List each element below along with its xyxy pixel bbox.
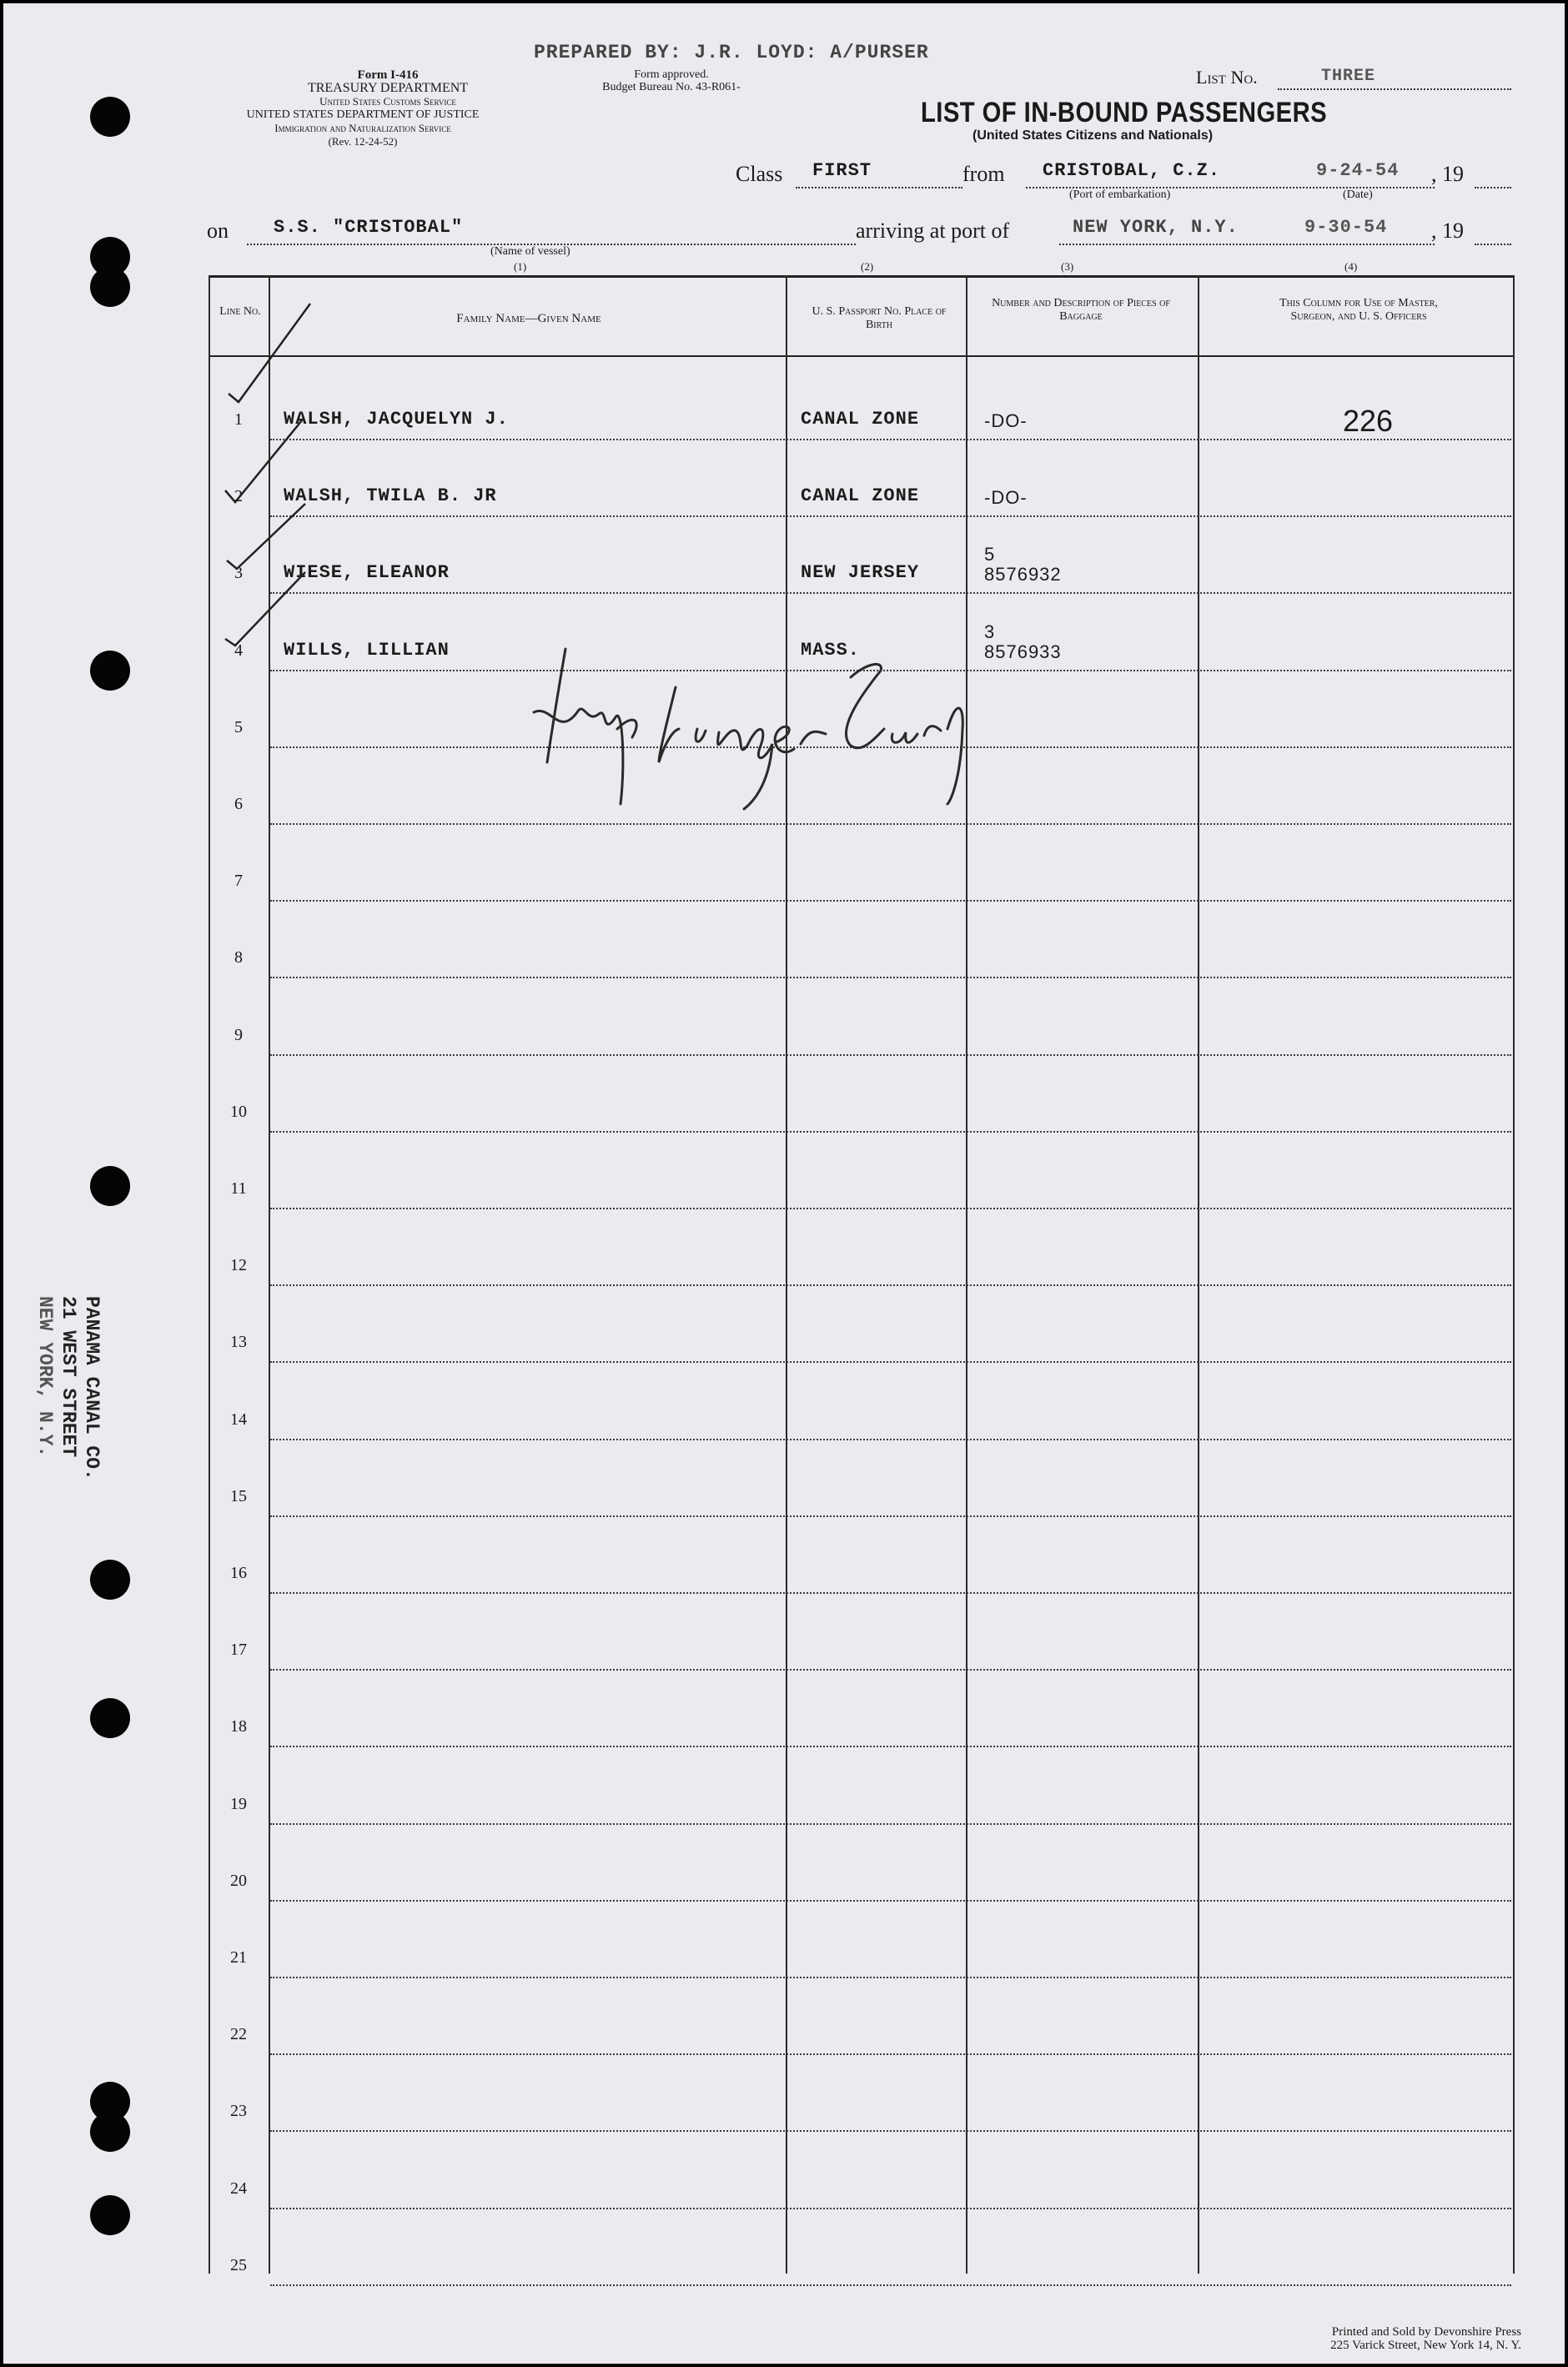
table-row-line-no: 3 [234, 564, 243, 583]
row-rule [270, 1054, 1511, 1056]
from-field [1026, 160, 1435, 188]
table-left-border [209, 275, 210, 2274]
check-marks [219, 295, 369, 662]
header-officers: This Column for Use of Master, Surgeon, and U. S. Officers [1279, 297, 1438, 323]
row-rule [270, 1669, 1511, 1671]
table-row-baggage: -DO- [984, 487, 1028, 509]
approval-block [575, 68, 767, 93]
printer-line-1: Printed and Sold by Devonshire Press [1331, 2325, 1521, 2339]
revision-date: (Rev. 12-24-52) [328, 135, 398, 148]
table-row-line-no: 23 [230, 2102, 247, 2121]
table-row-line-no: 18 [230, 1717, 247, 1736]
year-suffix-2: , 19 [1431, 219, 1464, 243]
ins-service: Immigration and Naturalization Service [274, 122, 451, 134]
row-rule [270, 1439, 1511, 1440]
punch-hole [90, 267, 130, 307]
printer-credit [1204, 2325, 1521, 2352]
table-row-name: WILLS, LILLIAN [284, 639, 450, 661]
row-rule [270, 2130, 1511, 2132]
table-row-line-no: 25 [230, 2255, 247, 2274]
date-caption: (Date) [1343, 188, 1373, 201]
row-rule [270, 592, 1511, 594]
table-row-line-no: 9 [234, 1025, 243, 1044]
row-rule [270, 823, 1511, 825]
table-row-line-no: 16 [230, 1564, 247, 1582]
punch-hole [90, 97, 130, 137]
form-subtitle: (United States Citizens and Nationals) [972, 128, 1214, 143]
col-marker-3: (3) [1061, 260, 1074, 273]
col-divider-baggage [966, 275, 967, 2274]
punch-hole [90, 2195, 130, 2235]
table-row-line-no: 13 [230, 1333, 247, 1352]
prepared-by: PREPARED BY: J.R. LOYD: A/PURSER [534, 42, 929, 63]
arrival-date-value: 9-30-54 [1304, 217, 1388, 238]
table-row-line-no: 19 [230, 1794, 247, 1813]
table-row-line-no: 5 [234, 717, 243, 736]
class-value: FIRST [812, 160, 872, 181]
table-row-line-no: 8 [234, 948, 243, 967]
vessel-value: S.S. "CRISTOBAL" [274, 217, 464, 238]
table-row-birthplace: MASS. [801, 639, 861, 661]
table-row-line-no: 21 [230, 1948, 247, 1967]
table-header-border [209, 355, 1515, 357]
table-row-line-no: 17 [230, 1641, 247, 1660]
checkmark-icon [225, 420, 302, 502]
vessel-caption: (Name of vessel) [490, 245, 570, 258]
row-rule [270, 1284, 1511, 1286]
table-row-birthplace: NEW JERSEY [801, 562, 920, 584]
row-rule [270, 1746, 1511, 1747]
table-row-birthplace: CANAL ZONE [801, 409, 920, 430]
col-divider-passport [786, 275, 787, 2274]
form-number: Form I-416 [357, 68, 419, 82]
table-row-baggage: 8576933 [984, 641, 1062, 662]
port-embark-caption: (Port of embarkation) [1069, 188, 1171, 201]
printer-line-2: 225 Varick Street, New York 14, N. Y. [1330, 2339, 1521, 2352]
table-row-line-no: 6 [234, 795, 243, 813]
table-top-border [209, 275, 1515, 278]
table-row-line-no: 15 [230, 1486, 247, 1505]
checkmark-icon [225, 572, 305, 646]
row-rule [270, 439, 1511, 440]
row-rule [270, 1208, 1511, 1209]
table-row-line-no: 12 [230, 1256, 247, 1275]
on-label: on [207, 219, 229, 243]
table-row-officer-note: 226 [1343, 404, 1394, 438]
row-rule [270, 1131, 1511, 1133]
table-row-name: WALSH, TWILA B. JR [284, 485, 497, 507]
treasury-dept: TREASURY DEPARTMENT [307, 81, 469, 95]
justice-dept: UNITED STATES DEPARTMENT OF JUSTICE [246, 108, 480, 121]
punch-hole [90, 1560, 130, 1600]
arrival-field [1059, 217, 1435, 245]
table-row-baggage: 8576932 [984, 564, 1062, 585]
table-row-line-no: 4 [234, 641, 243, 660]
col-marker-1: (1) [514, 260, 527, 273]
table-row-name: WIESE, ELEANOR [284, 562, 450, 584]
row-rule [270, 1977, 1511, 1978]
checkmark-icon [229, 304, 310, 402]
table-row-line-no: 11 [230, 1179, 247, 1198]
row-rule [270, 1361, 1511, 1363]
row-rule [270, 2053, 1511, 2055]
year-suffix-1: , 19 [1431, 162, 1464, 186]
table-row-birthplace: CANAL ZONE [801, 485, 920, 507]
row-rule [270, 2284, 1511, 2286]
table-row-line-no: 14 [230, 1410, 247, 1429]
header-line-no: Line No. [219, 305, 261, 318]
col-marker-4: (4) [1344, 260, 1358, 273]
class-field [796, 160, 962, 188]
punch-hole [90, 1698, 130, 1738]
row-rule [270, 2208, 1511, 2209]
stamp-line-2: 21 WEST STREET [58, 1296, 79, 1458]
col-divider-officers [1198, 275, 1199, 2274]
table-row-line-no: 20 [230, 1871, 247, 1890]
table-row-name: WALSH, JACQUELYN J. [284, 409, 509, 430]
arrival-port-value: NEW YORK, N.Y. [1073, 217, 1239, 238]
from-port-value: CRISTOBAL, C.Z. [1043, 160, 1221, 181]
row-rule [270, 1900, 1511, 1902]
document-page [3, 3, 1565, 2364]
inspector-signature [500, 637, 984, 821]
punch-hole [90, 1166, 130, 1206]
form-title: LIST OF IN-BOUND PASSENGERS [921, 97, 1328, 128]
header-passport: U. S. Passport No. Place of Birth [812, 305, 947, 331]
class-label: Class [736, 162, 783, 186]
table-row-baggage: -DO- [984, 410, 1028, 431]
row-rule [270, 515, 1511, 517]
list-no-label: List No. [1196, 67, 1258, 88]
stamp-line-1: PANAMA CANAL CO. [81, 1296, 103, 1480]
table-right-border [1513, 275, 1515, 2274]
table-row-line-no: 24 [230, 2179, 247, 2198]
year-field-1 [1475, 165, 1511, 188]
table-row-line-no: 10 [230, 1102, 247, 1121]
vessel-field [247, 217, 856, 245]
company-stamp [28, 1296, 103, 1546]
checkmark-icon [227, 504, 305, 569]
row-rule [270, 1515, 1511, 1517]
from-label: from [962, 162, 1005, 186]
stamp-line-3: NEW YORK, N.Y. [34, 1296, 56, 1458]
list-no-field [1278, 68, 1511, 90]
table-row-baggage-count: 3 [984, 621, 996, 642]
punch-hole [90, 651, 130, 691]
row-rule [270, 1823, 1511, 1825]
year-field-2 [1475, 222, 1511, 245]
table-row-line-no: 1 [234, 410, 243, 429]
agency-block [192, 68, 534, 148]
budget-bureau: Budget Bureau No. 43-R061- [602, 81, 741, 93]
customs-service: United States Customs Service [319, 95, 456, 108]
list-no-value: THREE [1321, 67, 1376, 86]
punch-hole [90, 2112, 130, 2152]
arriving-label: arriving at port of [856, 219, 1010, 243]
table-row-line-no: 7 [234, 872, 243, 891]
row-rule [270, 977, 1511, 978]
header-baggage: Number and Description of Pieces of Baggage [992, 297, 1170, 323]
header-family-name: Family Name—Given Name [456, 312, 601, 325]
table-row-line-no: 2 [234, 487, 243, 506]
row-rule [270, 1592, 1511, 1594]
form-approved: Form approved. [634, 68, 709, 81]
from-date-value: 9-24-54 [1316, 160, 1400, 181]
col-marker-2: (2) [861, 260, 874, 273]
table-row-baggage-count: 5 [984, 544, 996, 565]
row-rule [270, 900, 1511, 902]
table-row-line-no: 22 [230, 2025, 247, 2044]
